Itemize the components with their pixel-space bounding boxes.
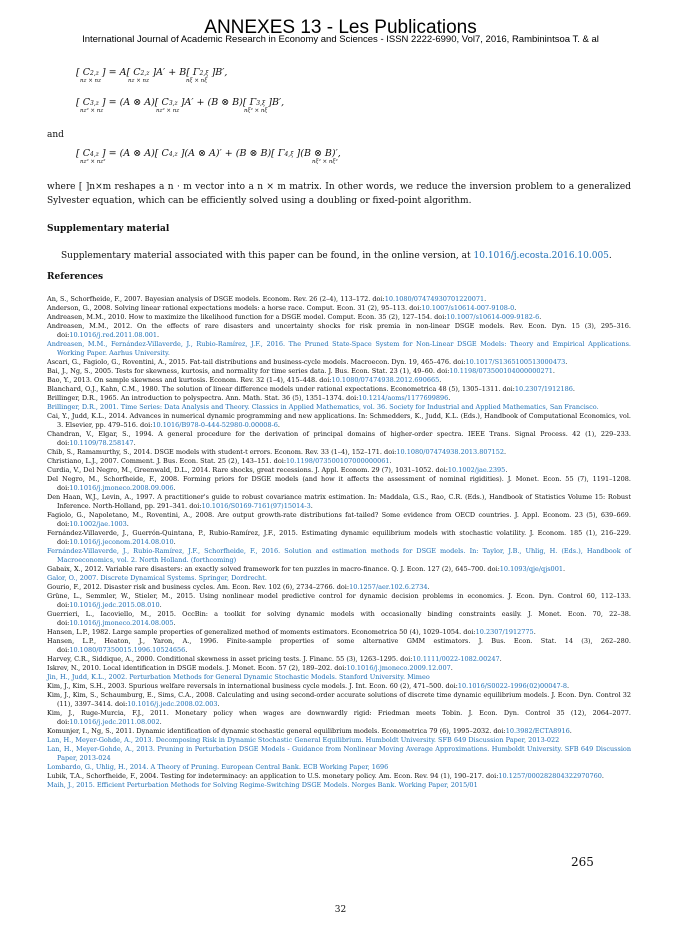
equation-2: [ C3,z ] = (A ⊗ A)[ C3,z ]A′ + (B ⊗ B)[ Γ3,ξ ]B′, nz² × nz nz² × nz nξ² × nξ (76, 97, 285, 114)
reference-doi-link[interactable]: 10.1007/s10614-007-9108-0 (421, 304, 515, 312)
reference-doi-link[interactable]: 10.1017/S1365100513000473 (465, 358, 566, 366)
journal-line: International Journal of Academic Research in Economy and Sciences - ISSN 2222-6990, Vol7, 2016, Rambinintsoa T. & al (82, 34, 599, 45)
reference-doi-link[interactable]: 10.1016/j.jmoneco.2009.12.007 (346, 664, 451, 672)
reference-end: . (133, 439, 136, 447)
reference-end: . (159, 601, 162, 609)
reference-doi-link[interactable]: 10.1002/jae.1003 (69, 520, 127, 528)
reference-item (47, 376, 631, 385)
reference-item (47, 466, 631, 475)
annex-title: ANNEXES 13 - Les Publications (204, 17, 477, 38)
reference-item (47, 304, 631, 313)
reference-text: Bao, Y., 2013. On sample skewness and kurtosis. Econom. Rev. 32 (1–4), 415–448. doi: (47, 376, 332, 384)
reference-item (47, 628, 631, 637)
reference-text: Lan, H., Meyer-Gohde, A., 2013. Pruning in Perturbation DSGE Models - Guidance from Nonlinear Moving Average Approximations. Humboldt University. SFB 649 Discussion Paper, 2013-024 (47, 745, 631, 762)
reference-text: Chandran, V., Elgar, S., 1994. A general procedure for the derivation of principal domains of higher-order spectra. IEEE Trans. Signal Process. 42 (1), 229–233. doi: (47, 430, 631, 447)
reference-item (47, 295, 631, 304)
reference-text: Kim, J., Kim, S., Schaumburg, E., Sims, C.A., 2008. Calculating and using second-order accurate solutions of discrete time dynamic equilibrium models. J. Econ. Dyn. Control 32 (11), 3397–3414. doi: (47, 691, 631, 708)
reference-end: . (448, 394, 451, 402)
reference-text: Gabaix, X., 2012. Variable rare disasters: an exactly solved framework for ten puzzles in macro-finance. Q. J. Econ. 127 (2), 645–700. doi: (47, 565, 500, 573)
reference-doi-link[interactable]: 10.2307/1912186 (514, 385, 573, 393)
reference-end: . (427, 583, 430, 591)
reference-end: . (562, 565, 566, 573)
reference-item[interactable] (47, 403, 631, 412)
reference-text: Fernández-Villaverde, J., Guerrón-Quintana, P., Rubio-Ramírez, J.F., 2015. Estimating dynamic equilibrium models with stochastic volatility. J. Econom. 185 (1), 216–229. doi: (47, 529, 631, 546)
reference-text: Andreasen, M.M., 2010. How to maximize the likelihood function for a DSGE model. Comput. Econ. 35 (2), 127–154. doi: (47, 313, 447, 321)
reference-item (47, 475, 631, 493)
reference-end: . (533, 628, 536, 636)
reference-item (47, 358, 631, 367)
reference-item[interactable] (47, 673, 631, 682)
reference-item (47, 430, 631, 448)
reference-end: . (159, 718, 162, 726)
reference-doi-link[interactable]: 10.1016/j.jedc.2011.08.002 (69, 718, 160, 726)
overlay-page-number: 265 (571, 855, 594, 869)
references-heading: References (47, 272, 104, 282)
reference-end: . (173, 538, 176, 546)
reference-doi-link[interactable]: 10.1016/j.jmoneco.2008.09.006 (69, 484, 174, 492)
reference-item (47, 637, 631, 655)
reference-end: . (450, 664, 453, 672)
reference-text: Grüne, L., Semmler, W., Stieler, M., 2015. Using nonlinear model predictive control for dynamic decision problems in economics. J. Econ. Dyn. Control 60, 112–133. doi: (47, 592, 631, 609)
reference-item (47, 655, 631, 664)
reference-text: Andreasen, M.M., 2012. On the effects of rare disasters and uncertainty shocks for risk premia in non-linear DSGE models. Rev. Econ. Dyn. 15 (3), 295–316. doi: (47, 322, 631, 339)
reference-item (47, 367, 631, 376)
reference-text: Maih, J., 2015. Efficient Perturbation Methods for Solving Regime-Switching DSGE Models. Norges Bank. Working Paper, 2015/01 (47, 781, 478, 789)
reference-end: . (565, 358, 568, 366)
reference-text: Brillinger, D.R., 2001. Time Series: Data Analysis and Theory. Classics in Applied Mathematics, vol. 36. Society for Industrial and Applied Mathematics, San Francisco. (47, 403, 599, 411)
reference-text: Del Negro, M., Schorfheide, F., 2008. Forming priors for DSGE models (and how it affects the assessment of nominal rigidities). J. Monet. Econ. 55 (7), 1191–1208. doi: (47, 475, 631, 492)
reference-end: . (126, 520, 129, 528)
reference-text: Kim, J., Ruge-Murcia, F.J., 2011. Monetary policy when wages are downwardly rigid: Friedman meets Tobin. J. Econ. Dyn. Control 35 (12), 2064–2077. doi: (47, 709, 631, 726)
reference-end: . (505, 466, 508, 474)
reference-text: Kim, J., Kim, S.H., 2003. Spurious welfare reversals in international business cycle models. J. Int. Econ. 60 (2), 471–500. doi: (47, 682, 458, 690)
reference-text: Bai, J., Ng, S., 2005. Tests for skewness, kurtosis, and normality for time series data. J. Bus. Econ. Stat. 23 (1), 49–60. doi: (47, 367, 450, 375)
reference-item (47, 682, 631, 691)
reference-end: . (217, 700, 220, 708)
reference-text: Den Haan, W.J., Levin, A., 1997. A practitioner's guide to robust covariance matrix estimation. In: Maddala, G.S., Rao, C.R. (Eds.), Handbook of Statistics Volume 15: Robust Inference. North-Holland, pp. 291–341. doi: (47, 493, 631, 510)
page-number: 32 (334, 905, 347, 915)
reference-end: . (157, 331, 160, 339)
reference-doi-link[interactable]: 10.1080/07474938.2013.807152 (396, 448, 505, 456)
reference-doi-link[interactable]: 10.1016/S0022-1996(02)00047-8 (457, 682, 568, 690)
reference-end: . (601, 772, 604, 780)
para-reshape: where [ ]n×m reshapes a n · m vector into a n × m matrix. In other words, we reduce the inversion problem to a generalized Sylvester equation, which can be efficiently solved using a doubling or fixed-point algorithm. (47, 182, 631, 206)
reference-item (47, 691, 631, 709)
reference-item[interactable] (47, 340, 631, 358)
reference-item (47, 511, 631, 529)
and-word: and (47, 130, 64, 140)
supp-link[interactable]: 10.1016/j.ecosta.2016.10.005 (473, 251, 609, 261)
eq1-dim-3: nξ × nξ (186, 78, 208, 84)
equation-3: [ C4,z ] = (A ⊗ A)[ C4,z ](A ⊗ A)′ + (B ⊗ B)[ Γ4,ξ ](B ⊗ B)′, nz² × nz² nξ² × nξ² (76, 148, 341, 165)
reference-end: . (552, 367, 555, 375)
eq1-dim-2: nz × nz (128, 78, 149, 84)
eq3-dim-1: nz² × nz² (80, 159, 106, 165)
reference-doi-link[interactable]: 10.1016/B978-0-444-52980-0.00008-6 (152, 421, 278, 429)
reference-item (47, 493, 631, 511)
reference-text: Ascari, G., Fagiolo, G., Roventini, A., 2015. Fat-tail distributions and business-cycle models. Macroecon. Dyn. 19, 465–476. doi: (47, 358, 466, 366)
reference-doi-link[interactable]: 10.1257/000282804322970760 (498, 772, 602, 780)
reference-text: Hansen, L.P., Heaton, J., Yaron, A., 1996. Finite-sample properties of some alternative GMM estimators. J. Bus. Econ. Stat. 14 (3), 262–280. doi: (47, 637, 631, 654)
reference-end: . (173, 619, 176, 627)
reference-end: . (310, 502, 313, 510)
reference-text: Andreasen, M.M., Fernández-Villaverde, J., Rubio-Ramírez, J.F., 2016. The Pruned State-Space System for Non-Linear DSGE Models: Theory and Empirical Applications. Working Paper. Aarhus University. (47, 340, 631, 357)
equation-1: [ C2,z ] = A[ C2,z ]A′ + B[ Γ2,ξ ]B′, nz × nz nz × nz nξ × nξ (76, 67, 228, 84)
reference-end: . (439, 376, 442, 384)
eq2-dim-1: nz² × nz (80, 108, 104, 114)
reference-doi-link[interactable]: 10.1002/jae.2395 (447, 466, 506, 474)
reference-item (47, 448, 631, 457)
reference-text: Cai, Y., Judd, K.L., 2014. Advances in numerical dynamic programming and new applications. In: Schmedders, K., Judd, K.L. (Eds.), Handbook of Computational Economics, vol. 3. Elsevier, pp. 479–516. doi: (47, 412, 631, 429)
reference-text: Guerrieri, L., Iacoviello, M., 2015. OccBin: a toolkit for solving dynamic models with occasionally binding constraints easily. J. Monet. Econ. 70, 22–38. doi: (47, 610, 631, 627)
eq3-dim-2: nξ² × nξ² (312, 159, 338, 165)
reference-doi-link[interactable]: 10.2307/1912775 (475, 628, 534, 636)
reference-end: . (514, 304, 517, 312)
eq2-dim-3: nξ² × nξ (244, 108, 268, 114)
reference-text: Chib, S., Ramamurthy, S., 2014. DSGE models with student-t errors. Econom. Rev. 33 (1–4), 152–171. doi: (47, 448, 397, 456)
reference-doi-link[interactable]: 10.1093/qje/qjs001 (499, 565, 563, 573)
supp-heading: Supplementary material (47, 224, 170, 234)
reference-doi-link[interactable]: 10.1214/aoms/1177699896 (358, 394, 449, 402)
reference-item (47, 529, 631, 547)
reference-doi-link[interactable]: 10.1016/S0169-7161(97)15014-3 (201, 502, 311, 510)
reference-item (47, 457, 631, 466)
reference-end: . (389, 457, 392, 465)
reference-text: Gourio, F., 2012. Disaster risk and business cycles. Am. Econ. Rev. 102 (6), 2734–2766. doi: (47, 583, 350, 591)
reference-doi-link[interactable]: 10.1016/j.jeconom.2014.08.010 (69, 538, 174, 546)
reference-end: . (504, 448, 507, 456)
reference-text: Blanchard, O.J., Kahn, C.M., 1980. The solution of linear difference models under rational expectations. Econometrica 48 (5), 1305–1311. doi: (47, 385, 515, 393)
reference-item (47, 610, 631, 628)
reference-item[interactable] (47, 547, 631, 565)
reference-doi-link[interactable]: 10.1016/j.jedc.2015.08.010 (69, 601, 160, 609)
reference-text: Anderson, G., 2008. Solving linear rational expectations models: a horse race. Comput. Econ. 31 (2), 95–113. doi: (47, 304, 422, 312)
reference-doi-link[interactable]: 10.1016/j.red.2011.08.001 (69, 331, 158, 339)
reference-doi-link[interactable]: 10.1257/aer.102.6.2734 (349, 583, 428, 591)
reference-end: . (572, 385, 575, 393)
reference-text: An, S., Schorfheide, F., 2007. Bayesian analysis of DSGE models. Econom. Rev. 26 (2–4), 113–172. doi: (47, 295, 385, 303)
reference-text: Iskrev, N., 2010. Local identification in DSGE models. J. Monet. Econ. 57 (2), 189–202. doi: (47, 664, 347, 672)
reference-text: Lan, H., Meyer-Gohde, A., 2013. Decomposing Risk in Dynamic Stochastic General Equilibrium. Humboldt University. SFB 649 Discussion Paper, 2013-022 (47, 736, 560, 744)
reference-end: . (277, 421, 280, 429)
reference-doi-link[interactable]: 10.1016/j.jedc.2008.02.003 (127, 700, 218, 708)
reference-item (47, 664, 631, 673)
reference-item (47, 322, 631, 340)
reference-doi-link[interactable]: 10.1080/07474938.2012.690665 (331, 376, 440, 384)
reference-end: . (569, 727, 572, 735)
reference-text: Fagiolo, G., Napoletano, M., Roventini, A., 2008. Are output growth-rate distributions fat-tailed? Some evidence from OECD countries. J. Appl. Econom. 23 (5), 639–669. doi: (47, 511, 631, 528)
reference-item (47, 709, 631, 727)
reference-text: Christiano, L.J., 2007. Comment. J. Bus. Econ. Stat. 25 (2), 143–151. doi: (47, 457, 287, 465)
reference-item (47, 727, 631, 736)
reference-item (47, 412, 631, 430)
reference-item (47, 385, 631, 394)
supp-paragraph (47, 249, 631, 263)
supp-text: Supplementary material associated with this paper can be found, in the online version, at (61, 251, 474, 261)
reference-item[interactable] (47, 574, 631, 583)
reference-item (47, 565, 631, 574)
reference-item[interactable] (47, 745, 631, 763)
reference-item (47, 394, 631, 403)
reference-doi-link[interactable]: 10.1007/s10614-009-9182-6 (446, 313, 540, 321)
reference-doi-link[interactable]: 10.1198/073500104000000271 (449, 367, 553, 375)
reference-doi-link[interactable]: 10.1109/78.258147 (69, 439, 134, 447)
reference-text: Lubik, T.A., Schorfheide, F., 2004. Testing for indeterminacy: an application to U.S. monetary policy. Am. Econ. Rev. 94 (1), 190–217. doi: (47, 772, 499, 780)
reference-end: . (499, 655, 502, 663)
reference-item[interactable] (47, 763, 631, 772)
reference-text: Komunjer, I., Ng, S., 2011. Dynamic identification of dynamic stochastic general equilibrium models. Econometrica 79 (6), 1995–2032. doi: (47, 727, 506, 735)
eq1-dim-1: nz × nz (80, 78, 101, 84)
reference-text: Lombardo, G., Uhlig, H., 2014. A Theory of Pruning. European Central Bank. ECB Working Paper, 1696 (47, 763, 389, 771)
reference-text: Curdia, V., Del Negro, M., Greenwald, D.L., 2014. Rare shocks, great recessions. J. Appl. Econom. 29 (7), 1031–1052. doi: (47, 466, 448, 474)
reference-text: Jin, H., Judd, K.L., 2002. Perturbation Methods for General Dynamic Stochastic Models. Stanford University. Mimeo (47, 673, 430, 681)
reference-end: . (185, 646, 188, 654)
reference-item[interactable] (47, 736, 631, 745)
reference-doi-link[interactable]: 10.1198/073500107000000061 (286, 457, 390, 465)
reference-doi-link[interactable]: 10.3982/ECTA8916 (505, 727, 570, 735)
reference-text: Galor, O., 2007. Discrete Dynamical Systems. Springer, Dordrecht. (47, 574, 267, 582)
reference-item (47, 772, 631, 781)
reference-list (47, 295, 631, 790)
reference-end: . (484, 295, 487, 303)
reference-doi-link[interactable]: 10.1016/j.jmoneco.2014.08.005 (69, 619, 174, 627)
reference-item (47, 313, 631, 322)
reference-text: Harvey, C.R., Siddique, A., 2000. Conditional skewness in asset pricing tests. J. Financ. 55 (3), 1263–1295. doi: (47, 655, 413, 663)
reference-doi-link[interactable]: 10.1080/07474930701220071 (384, 295, 485, 303)
reference-doi-link[interactable]: 10.1111/0022-1082.00247 (412, 655, 500, 663)
reference-item[interactable] (47, 781, 631, 790)
reference-end: . (567, 682, 570, 690)
reference-text: Fernández-Villaverde, J., Rubio-Ramírez, J.F., Schorfheide, F., 2016. Solution and estimation methods for DSGE models. In: Taylor, J.B., Uhlig, H. (Eds.), Handbook of Macroeconomics, vol. 2. North Holland. (forthcoming) (47, 547, 631, 564)
reference-text: Hansen, L.P., 1982. Large sample properties of generalized method of moments estimators. Econometrica 50 (4), 1029–1054. doi: (47, 628, 476, 636)
reference-doi-link[interactable]: 10.1080/07350015.1996.10524656 (69, 646, 186, 654)
reference-item (47, 592, 631, 610)
eq2-dim-2: nz² × nz (156, 108, 180, 114)
reference-end: . (539, 313, 542, 321)
reference-text: Brillinger, D.R., 1965. An introduction to polyspectra. Ann. Math. Stat. 36 (5), 1351–1374. doi: (47, 394, 359, 402)
reference-end: . (173, 484, 176, 492)
reference-item (47, 583, 631, 592)
supp-end: . (608, 251, 612, 261)
